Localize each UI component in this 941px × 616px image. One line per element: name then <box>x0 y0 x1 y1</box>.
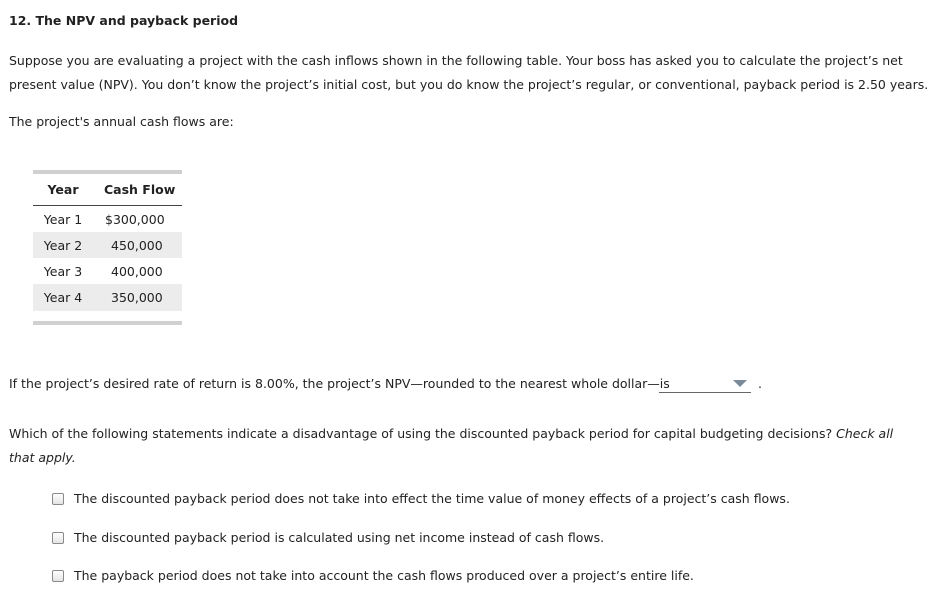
option-3-checkbox[interactable] <box>52 570 64 582</box>
option-2-checkbox[interactable] <box>52 532 64 544</box>
disadvantage-question-text: Which of the following statements indicate a disadvantage of using the discounted payback period for capital budgeting decisions? <box>9 426 837 441</box>
table-header-row <box>33 172 182 206</box>
cash-flow-cell: 450,000 <box>93 232 182 258</box>
cash-flow-cell: 400,000 <box>111 263 163 279</box>
table-row <box>33 206 182 233</box>
option-2[interactable] <box>52 530 604 545</box>
npv-sentence-end: . <box>758 376 762 391</box>
intro-paragraph: Suppose you are evaluating a project with the cash inflows shown in the following table. Your boss has asked you to calculate the project’s net present value (NPV). You don’t know the project’s initial cost, but you do know the project’s regular, or conventional, payback period is 2.50 years. <box>9 53 929 92</box>
table-row <box>33 232 182 258</box>
npv-question: If the project’s desired rate of return is 8.00%, the project’s NPV—rounded to the nearest whole dollar—is <box>9 376 670 391</box>
header-cash-flow: Cash Flow <box>93 172 182 206</box>
year-cell: Year 1 <box>43 211 83 227</box>
year-cell: Year 4 <box>33 284 93 311</box>
cash-flow-cell: 350,000 <box>93 284 182 311</box>
option-1-label: The discounted payback period does not take into effect the time value of money effects of a project’s cash flows. <box>74 491 790 506</box>
option-1[interactable] <box>52 491 790 506</box>
option-3-label: The payback period does not take into account the cash flows produced over a project’s entire life. <box>74 568 694 583</box>
disadvantage-question <box>9 422 909 470</box>
table-row <box>33 258 182 284</box>
header-year: Year <box>33 172 93 206</box>
table-spacer <box>33 311 182 323</box>
cash-flows-label: The project's annual cash flows are: <box>9 114 234 129</box>
question-title: 12. The NPV and payback period <box>9 13 239 28</box>
npv-answer-dropdown[interactable] <box>659 376 751 393</box>
year-cell: Year 2 <box>33 232 93 258</box>
option-2-label: The discounted payback period is calculated using net income instead of cash flows. <box>74 530 605 545</box>
option-3[interactable] <box>52 568 694 583</box>
year-cell: Year 3 <box>43 263 83 279</box>
option-1-checkbox[interactable] <box>52 493 64 505</box>
cash-flow-table <box>33 170 182 325</box>
chevron-down-icon <box>733 380 747 387</box>
cash-flow-cell: $300,000 <box>105 211 165 227</box>
table-row <box>33 284 182 311</box>
check-all-instruction: Check all that apply. <box>9 426 894 465</box>
